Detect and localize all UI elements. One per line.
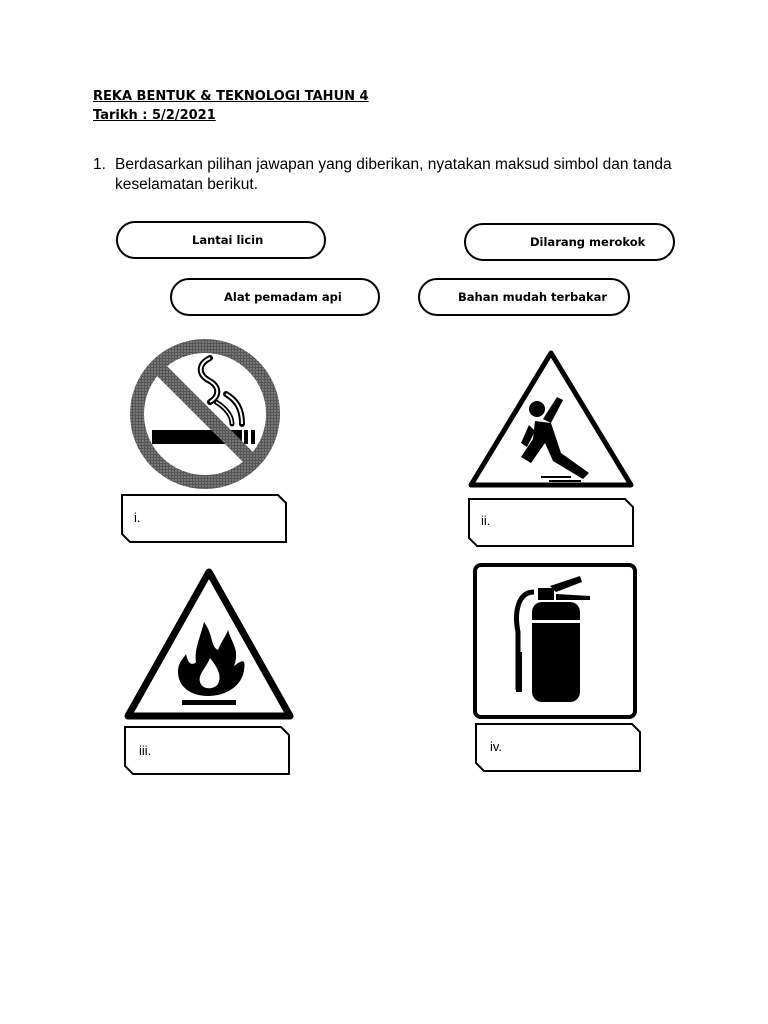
flammable-icon [122,566,296,722]
answer-box-iv[interactable] [474,722,642,773]
worksheet-date: Tarikh : 5/2/2021 [93,108,216,123]
question-number: 1. [93,156,106,173]
answer-label-iv: iv. [490,739,503,754]
question-text: Berdasarkan pilihan jawapan yang diberikan, nyatakan maksud simbol dan tanda keselamatan berikut. [115,156,672,193]
answer-box-iii[interactable] [123,725,291,776]
no-smoking-icon [124,338,286,490]
option-label: Bahan mudah terbakar [458,290,608,304]
option-label: Lantai licin [192,233,264,247]
option-label: Alat pemadam api [224,290,342,304]
option-bahan-mudah-terbakar [418,278,630,316]
answer-label-i: i. [134,510,141,525]
slippery-floor-icon [465,347,637,492]
answer-box-i[interactable] [120,493,288,544]
fire-extinguisher-icon [472,562,638,720]
answer-box-ii[interactable] [467,497,635,548]
option-label: Dilarang merokok [530,235,646,249]
option-dilarang-merokok [464,223,675,261]
answer-label-ii: ii. [481,513,491,528]
option-alat-pemadam-api [170,278,380,316]
answer-label-iii: iii. [139,743,152,758]
worksheet-title: REKA BENTUK & TEKNOLOGI TAHUN 4 [93,89,369,104]
option-lantai-licin [116,221,326,259]
